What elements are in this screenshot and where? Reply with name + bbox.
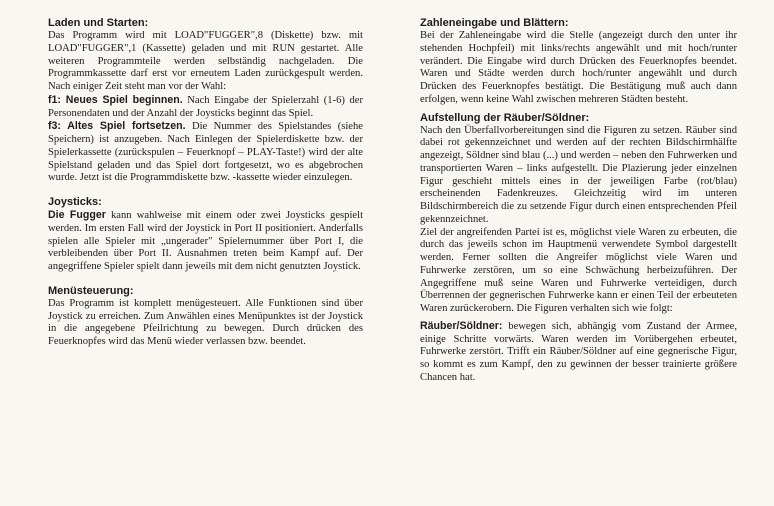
joysticks-text: kann wahlweise mit einem oder zwei Joysticks gespielt werden. Im ersten Fall wird der Joystick in Port II positioniert. Anderfalls spielen alle Spieler mit „ungerader" Spielernummer über Port I, die verbleibenden über Port II. Ausnahmen treten beim Kampf auf. Der angegriffene Spieler spielt dann jeweils mit dem nicht genutzten Joystick.	[48, 210, 364, 272]
right-column	[420, 16, 737, 385]
spacer	[48, 185, 363, 195]
paragraph-f3	[48, 120, 363, 185]
paragraph-zahleneingabe: Bei der Zahleneingabe wird die Stelle (angezeigt durch den unter ihr stehenden Hochpfeil) mit links/rechts angewählt und mit hoch/runter verändert. Die Eingabe wird durch Drücken des Feuerknopfes beendet. Waren und Städte werden durch hoch/runter angewählt und durch Drücken des Feuerknopfes bestätigt. Die Bestätigung muß auch dann erfolgen, wenn keine Wahl zwischen mehreren Städten besteht.	[420, 30, 737, 105]
paragraph-raeuber	[420, 320, 737, 385]
heading-aufstellung: Aufstellung der Räuber/Söldner:	[420, 111, 590, 124]
heading-laden-und-starten: Laden und Starten:	[48, 17, 149, 29]
joysticks-lead: Die Fugger	[48, 209, 106, 221]
option-f1-label: f1: Neues Spiel beginnen.	[48, 93, 183, 106]
spacer	[48, 274, 363, 284]
paragraph-menu: Das Programm ist komplett menügesteuert. Alle Funktionen sind über Joystick zu erreichen. Zum Anwählen eines Menüpunktes ist der Joystick in die angegebene Pfeilrichtung zu bewegen. Durch drücken des Feuerknopfes wird das Menü wieder verlassen bzw. beendet.	[48, 297, 363, 347]
heading-menuesteuerung: Menüsteuerung:	[48, 284, 134, 297]
raeuber-lead: Räuber/Söldner:	[420, 319, 503, 332]
heading-joysticks: Joysticks:	[48, 196, 102, 208]
paragraph-aufstellung-2: Ziel der angreifenden Partei ist es, möglichst viele Waren zu erbeuten, die durch das jeweils schon im Hauptmenü verwendete Symbol dargestellt werden. Ferner sollten die Angreifer möglichst viele Waren und Fuhrwerke zerstören, um so eine Schwächung herbeizuführen. Der Angegriffene muß seine Waren und Fuhrwerke verteidigen, durch Überrennen der gegnerischen Fuhrwerke kann er einen Teil der erbeuteten Waren zurückerobern. Die Figuren verhalten sich wie folgt:	[420, 226, 737, 314]
paragraph-aufstellung-1: Nach den Überfallvorbereitungen sind die Figuren zu setzen. Räuber sind dabei rot gekennzeichnet und werden auf der rechten Bildschirmhälfte angezeigt, Söldner sind blau (...) und werden – neben den Fuhrwerken und transportierten Waren – links aufgestellt. Die Plazierung jeder einzelnen Figur geschieht mittels eines in der jeweiligen Farbe (rot/blau) erscheinenden Fadenkreuzes. Gleichzeitig wird im unteren Bildschirmbereich die zu setzende Figur durch einen entsprechenden Pfeil gekennzeichnet.	[420, 124, 737, 225]
paragraph-joysticks	[48, 209, 363, 274]
paragraph-laden: Das Programm wird mit LOAD"FUGGER",8 (Diskette) bzw. mit LOAD"FUGGER",1 (Kassette) geladen und mit RUN gestartet. Alle weiteren Programmteile werden selbständig nachgeladen. Die Programmkassette darf erst vor erneutem Laden zurückgespult werden. Nach einiger Zeit steht man vor der Wahl:	[48, 30, 363, 92]
heading-zahleneingabe: Zahleneingabe und Blättern:	[420, 17, 569, 29]
option-f1-text: Nach Eingabe der Spielerzahl (1-6) der Personendaten und der Anzahl der Joysticks beginnt das Spiel.	[48, 94, 363, 119]
left-column	[48, 16, 363, 349]
option-f3-label: f3: Altes Spiel fortsetzen.	[48, 120, 186, 133]
option-f3-text: Die Nummer des Spielstandes (siehe Speichern) ist anzugeben. Nach Einlegen der Spielerdiskette bzw. der Spielerkassette (zurückspulen – Feuerknopf – PLAY-Taste!) wird der alte Spielstand geladen und das Spiel dort fortgesetzt, wo es abgebrochen wurde. Jetzt ist die Programmdiskette bzw. -kassette wieder einzulegen.	[48, 121, 363, 184]
raeuber-text: bewegen sich, abhängig vom Zustand der Armee, einige Schritte vorwärts. Waren werden im Vorübergehen erbeutet, Fuhrwerke zerstört. Trifft ein Räuber/Söldner auf eine gegnerische Figur, so kommt es zum Kampf, den zu gewinnen der besser trainierte größere Chancen hat.	[420, 320, 737, 383]
paragraph-f1	[48, 94, 363, 121]
